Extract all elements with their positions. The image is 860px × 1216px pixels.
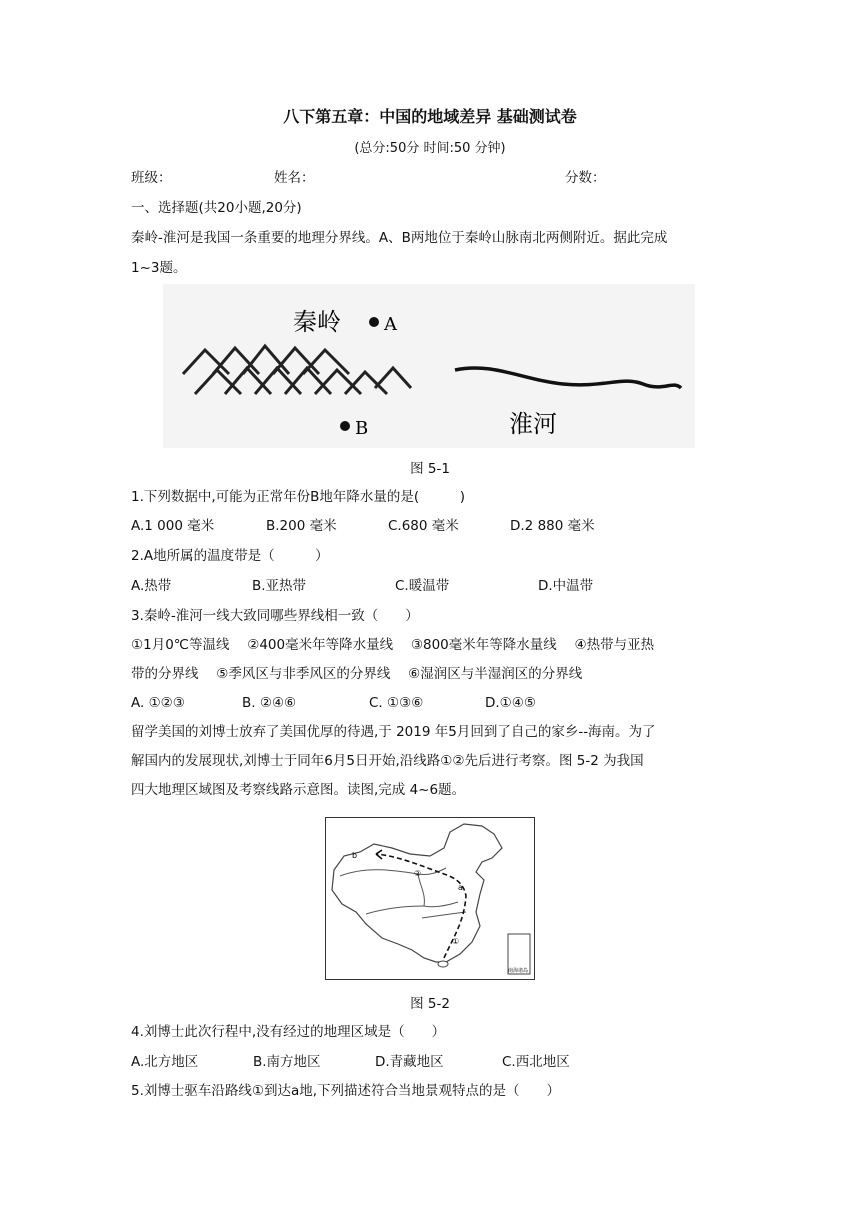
q3-option-a: A. ①②③ [131,695,185,711]
figure-5-1 [163,284,695,448]
q4-option-a: A.北方地区 [131,1054,199,1070]
figure-5-1-caption: 图 5-1 [410,461,450,477]
q5-stem: 5.刘博士驱车沿路线①到达a地,下列描述符合当地景观特点的是（ ） [131,1083,561,1099]
mountain-range-icon [183,346,411,394]
q2-stem: 2.A地所属的温度带是（ ） [131,548,329,564]
q3-line2: 带的分界线 ⑤季风区与非季风区的分界线 ⑥湿润区与半湿润区的分界线 [131,666,583,682]
q3-line1: ①1月0℃等温线 ②400毫米年等降水量线 ③800毫米年等降水量线 ④热带与亚热 [131,637,655,653]
intro2-line3: 四大地理区域图及考察线路示意图。读图,完成 4~6题。 [131,782,466,798]
info-row [131,168,172,188]
label-route-2: ② [414,869,422,878]
label-a: a [458,883,463,892]
q1-option-c: C.680 毫米 [388,518,459,534]
class-label: 班级： [131,170,172,186]
label-qinling: 秦岭 [293,308,341,336]
q4-stem: 4.刘博士此次行程中,没有经过的地理区域是（ ） [131,1024,446,1040]
intro1-line1: 秦岭-淮河是我国一条重要的地理分界线。A、B两地位于秦岭山脉南北两侧附近。据此完成 [131,230,668,246]
q2-option-b: B.亚热带 [252,578,307,594]
hainan-island [438,961,448,967]
huaihe-river-line [455,368,681,388]
label-point-a: A [384,314,397,335]
q3-option-d: D.①④⑤ [485,695,536,711]
q2-options [131,576,593,596]
q1-option-b: B.200 毫米 [266,518,337,534]
q2-option-a: A.热带 [131,578,172,594]
page-subtitle: (总分:50分 时间:50 分钟) [354,141,506,156]
q2-option-d: D.中温带 [538,578,594,594]
name-label: 姓名： [274,170,315,186]
label-point-b: B [355,418,369,439]
score-label: 分数： [565,170,606,186]
china-outline [332,824,502,962]
label-b: b [352,851,358,860]
q1-option-a: A.1 000 毫米 [131,518,215,534]
q3-stem: 3.秦岭-淮河一线大致同哪些界线相一致（ ） [131,608,419,624]
label-inset: 南海诸岛 [508,968,529,974]
label-route-1: ① [452,937,460,946]
q3-options [131,693,536,713]
page-title: 八下第五章：中国的地域差异 基础测试卷 [283,107,577,126]
q4-option-c: C.西北地区 [502,1054,570,1070]
intro2-line2: 解国内的发展现状,刘博士于同年6月5日开始,沿线路①②先后进行考察。图 5-2 为我国 [131,753,644,769]
q4-option-d: D.青藏地区 [375,1054,444,1070]
point-b [340,421,350,431]
q4-option-b: B.南方地区 [253,1054,321,1070]
label-huaihe: 淮河 [509,410,557,438]
q2-option-c: C.暖温带 [395,578,450,594]
q4-options [131,1052,570,1072]
intro1-line2: 1~3题。 [131,260,187,276]
intro2-line1: 留学美国的刘博士放弃了美国优厚的待遇,于 2019 年5月回到了自己的家乡--海南。为了 [131,724,656,740]
region-boundary-qinghai-tibet [366,906,424,914]
q3-option-c: C. ①③⑥ [369,695,424,711]
china-map-drawing [326,818,533,978]
q3-option-b: B. ②④⑥ [242,695,297,711]
region-boundary-north [418,874,458,907]
figure-5-1-drawing [163,284,695,448]
region-boundary-qinling [422,912,466,918]
figure-5-2-caption: 图 5-2 [410,996,450,1012]
section-heading: 一、选择题(共20小题,20分) [131,200,302,216]
q1-option-d: D.2 880 毫米 [510,518,595,534]
q1-stem: 1.下列数据中,可能为正常年份B地年降水量的是( ) [131,489,465,505]
q1-options [131,516,595,536]
figure-5-2 [325,817,535,980]
point-a [369,317,379,327]
